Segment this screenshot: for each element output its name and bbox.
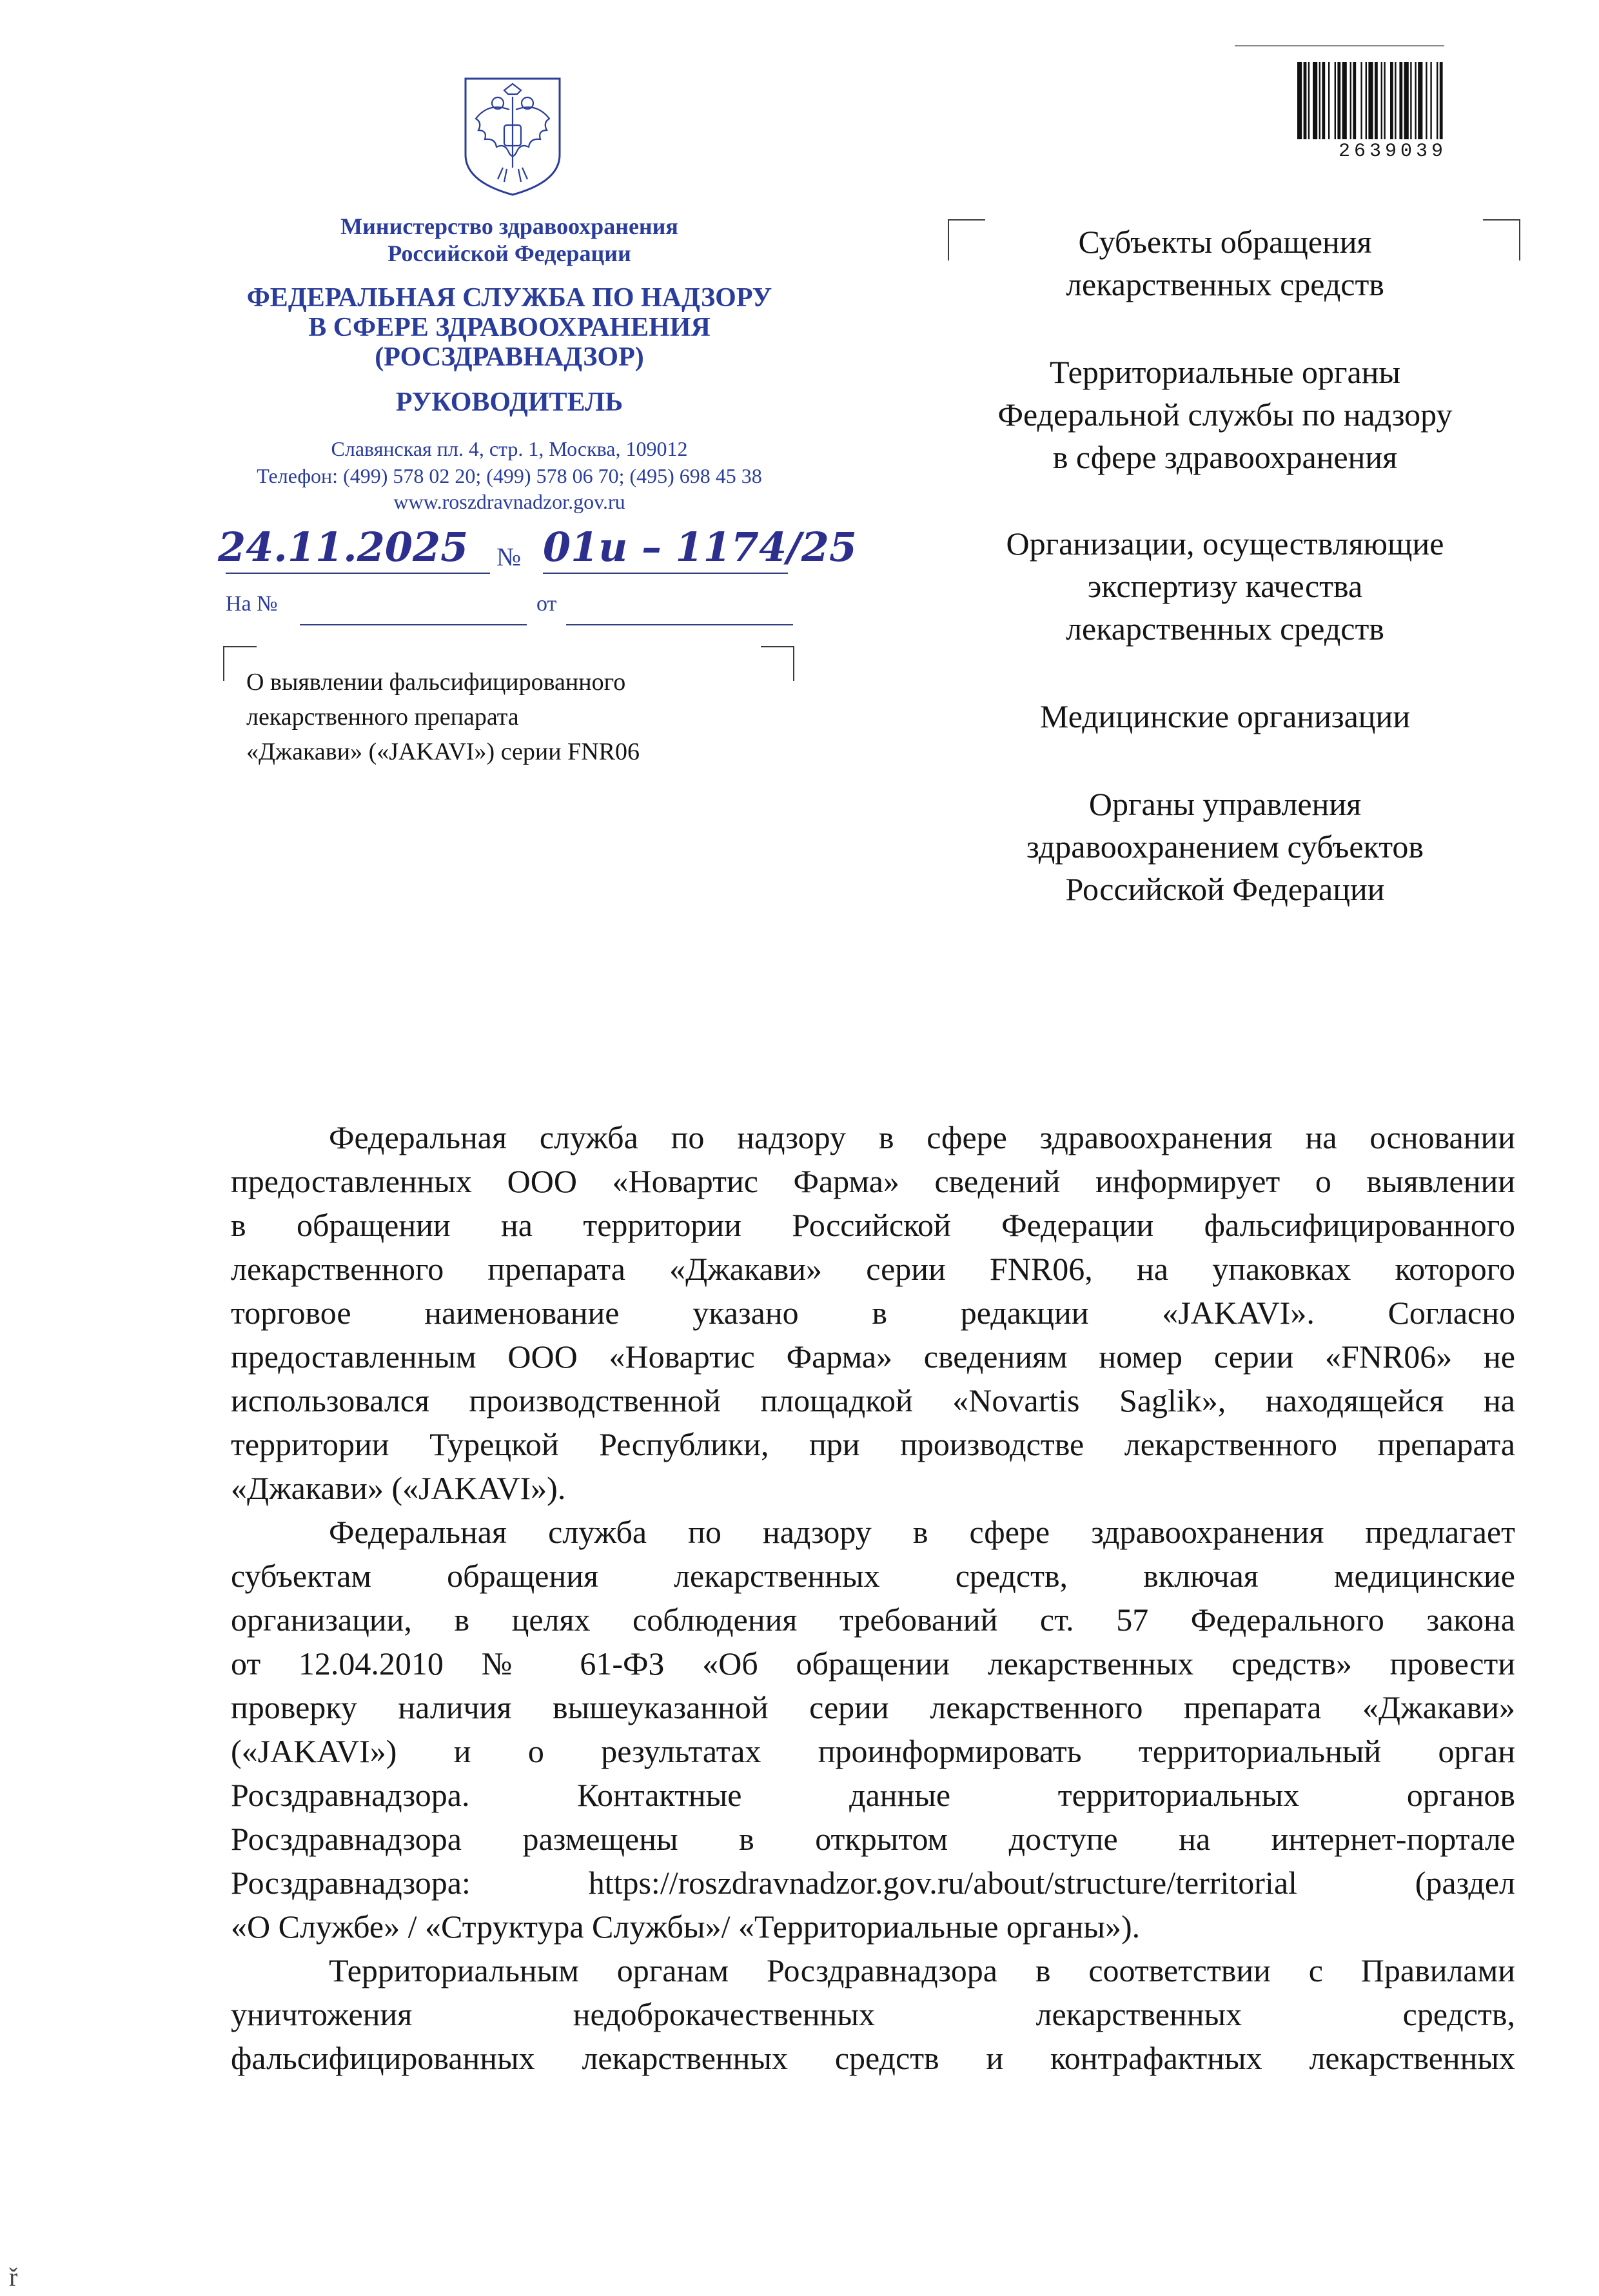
service-line-1: ФЕДЕРАЛЬНАЯ СЛУЖБА ПО НАДЗОРУ <box>246 283 772 313</box>
subject-line-2: лекарственного препарата <box>246 703 519 731</box>
barcode-bar <box>1437 62 1438 139</box>
outgoing-date: 24.11.2025 <box>218 524 469 571</box>
barcode-bar <box>1390 62 1393 139</box>
body-line: «О Службе» / «Структура Службы»/ «Территориальные органы»). <box>231 1908 1141 1945</box>
number-sign: № <box>496 542 522 571</box>
body-line: субъектам обращения лекарственных средств, включая медицинские <box>231 1558 1515 1594</box>
barcode-bar <box>1399 62 1402 139</box>
reply-number-label: На № <box>226 592 278 616</box>
body-line: торговое наименование указано в редакции «JAKAVI». Согласно <box>231 1295 1515 1331</box>
barcode-bar <box>1418 62 1422 139</box>
barcode-bar <box>1308 62 1310 139</box>
barcode-bar <box>1404 62 1409 139</box>
body-line: Росздравнадзора. Контактные данные территориальных органов <box>231 1777 1515 1813</box>
addressee-5-line-1: Органы управления <box>1088 786 1362 822</box>
body-line: от 12.04.2010 № 61-ФЗ «Об обращении лекарственных средств» провести <box>231 1645 1515 1682</box>
barcode <box>1296 62 1489 139</box>
barcode-bar <box>1415 62 1416 139</box>
body-line: фальсифицированных лекарственных средств и контрафактных лекарственных <box>231 2040 1515 2076</box>
barcode-bar <box>1410 62 1411 139</box>
barcode-bar <box>1384 62 1385 139</box>
addressee-3-line-1: Организации, осуществляющие <box>1006 525 1444 562</box>
addressee-5-line-3: Российской Федерации <box>1065 871 1385 907</box>
date-underline <box>226 573 490 574</box>
barcode-bar <box>1375 62 1378 139</box>
body-line: («JAKAVI») и о результатах проинформировать территориальный орган <box>231 1733 1515 1769</box>
body-line: лекарственного препарата «Джакави» серии FNR06, на упаковках которого <box>231 1251 1515 1287</box>
outgoing-number: 01и – 1174/25 <box>543 524 858 571</box>
body-line: организации, в целях соблюдения требований ст. 57 Федерального закона <box>231 1602 1515 1638</box>
service-line-2: В СФЕРЕ ЗДРАВООХРАНЕНИЯ <box>308 313 711 342</box>
addressee-2-line-2: Федеральной службы по надзору <box>997 397 1453 433</box>
barcode-bar <box>1360 62 1362 139</box>
addressee-3-line-3: лекарственных средств <box>1066 611 1384 647</box>
ministry-line-1: Министерство здравоохранения <box>340 213 678 239</box>
coat-of-arms-icon <box>459 71 566 197</box>
body-line: «Джакави» («JAKAVI»). <box>231 1470 566 1506</box>
barcode-bar <box>1342 62 1347 139</box>
barcode-bar <box>1337 62 1340 139</box>
top-edge-rule <box>1235 45 1444 46</box>
barcode-bar <box>1381 62 1382 139</box>
scan-mark: ř <box>9 2262 18 2291</box>
body-line: Росздравнадзора: https://roszdravnadzor.gov.ru/about/structure/territorial (раздел <box>231 1865 1515 1901</box>
barcode-bar <box>1440 62 1443 139</box>
barcode-bar <box>1350 62 1351 139</box>
body-line: Росздравнадзора размещены в открытом доступе на интернет-портале <box>231 1821 1515 1857</box>
reply-from-label: от <box>536 592 557 616</box>
website: www.roszdravnadzor.gov.ru <box>393 490 625 513</box>
body-line: предоставленным ООО «Новартис Фарма» сведениям номер серии «FNR06» не <box>231 1339 1515 1375</box>
address: Славянская пл. 4, стр. 1, Москва, 109012 <box>331 437 688 460</box>
body-line: проверку наличия вышеуказанной серии лекарственного препарата «Джакави» <box>231 1689 1515 1725</box>
barcode-bar <box>1313 62 1317 139</box>
body-line: Территориальным органам Росздравнадзора в соответствии с Правилами <box>329 1952 1515 1988</box>
subject-line-1: О выявлении фальсифицированного <box>246 669 626 696</box>
reply-number-blank <box>300 624 527 625</box>
addressee-1-line-2: лекарственных средств <box>1066 266 1384 302</box>
barcode-bar <box>1335 62 1336 139</box>
subject-bracket-right <box>761 646 794 681</box>
addressee-3-line-2: экспертизу качества <box>1087 568 1363 604</box>
subject-line-3: «Джакави» («JAKAVI») серии FNR06 <box>246 738 640 765</box>
body-line: использовался производственной площадкой «Novartis Saglik», находящейся на <box>231 1382 1515 1418</box>
addressee-2-line-1: Территориальные органы <box>1049 354 1401 390</box>
number-underline <box>543 573 788 574</box>
barcode-bar <box>1297 62 1302 139</box>
barcode-bar <box>1366 62 1367 139</box>
body-line: в обращении на территории Российской Федерации фальсифицированного <box>231 1207 1515 1243</box>
barcode-bar <box>1304 62 1307 139</box>
phones: Телефон: (499) 578 02 20; (499) 578 06 70; (495) 698 45 38 <box>257 464 762 487</box>
barcode-bar <box>1426 62 1427 139</box>
body-line: Федеральная служба по надзору в сфере здравоохранения на основании <box>329 1119 1515 1155</box>
addressee-5-line-2: здравоохранением субъектов <box>1026 829 1424 865</box>
body-line: территории Турецкой Республики, при производстве лекарственного препарата <box>231 1426 1515 1462</box>
barcode-bar <box>1395 62 1396 139</box>
addressee-4-line-1: Медицинские организации <box>1039 698 1411 734</box>
service-line-3: (РОСЗДРАВНАДЗОР) <box>375 342 644 372</box>
barcode-bar <box>1319 62 1320 139</box>
position-title: РУКОВОДИТЕЛЬ <box>395 388 623 417</box>
barcode-bar <box>1353 62 1356 139</box>
barcode-bar <box>1430 62 1431 139</box>
barcode-bar <box>1328 62 1329 139</box>
addressee-2-line-3: в сфере здравоохранения <box>1052 439 1398 475</box>
body-line: уничтожения недоброкачественных лекарственных средств, <box>231 1996 1515 2032</box>
addressee-1-line-1: Субъекты обращения <box>1078 224 1372 260</box>
barcode-number: 2639039 <box>1338 141 1447 162</box>
barcode-bar <box>1368 62 1373 139</box>
ministry-line-2: Российской Федерации <box>387 240 631 266</box>
barcode-bar <box>1322 62 1325 139</box>
reply-date-blank <box>566 624 793 625</box>
body-line: Федеральная служба по надзору в сфере здравоохранения предлагает <box>329 1514 1515 1550</box>
body-line: предоставленных ООО «Новартис Фарма» сведений информирует о выявлении <box>231 1163 1515 1199</box>
